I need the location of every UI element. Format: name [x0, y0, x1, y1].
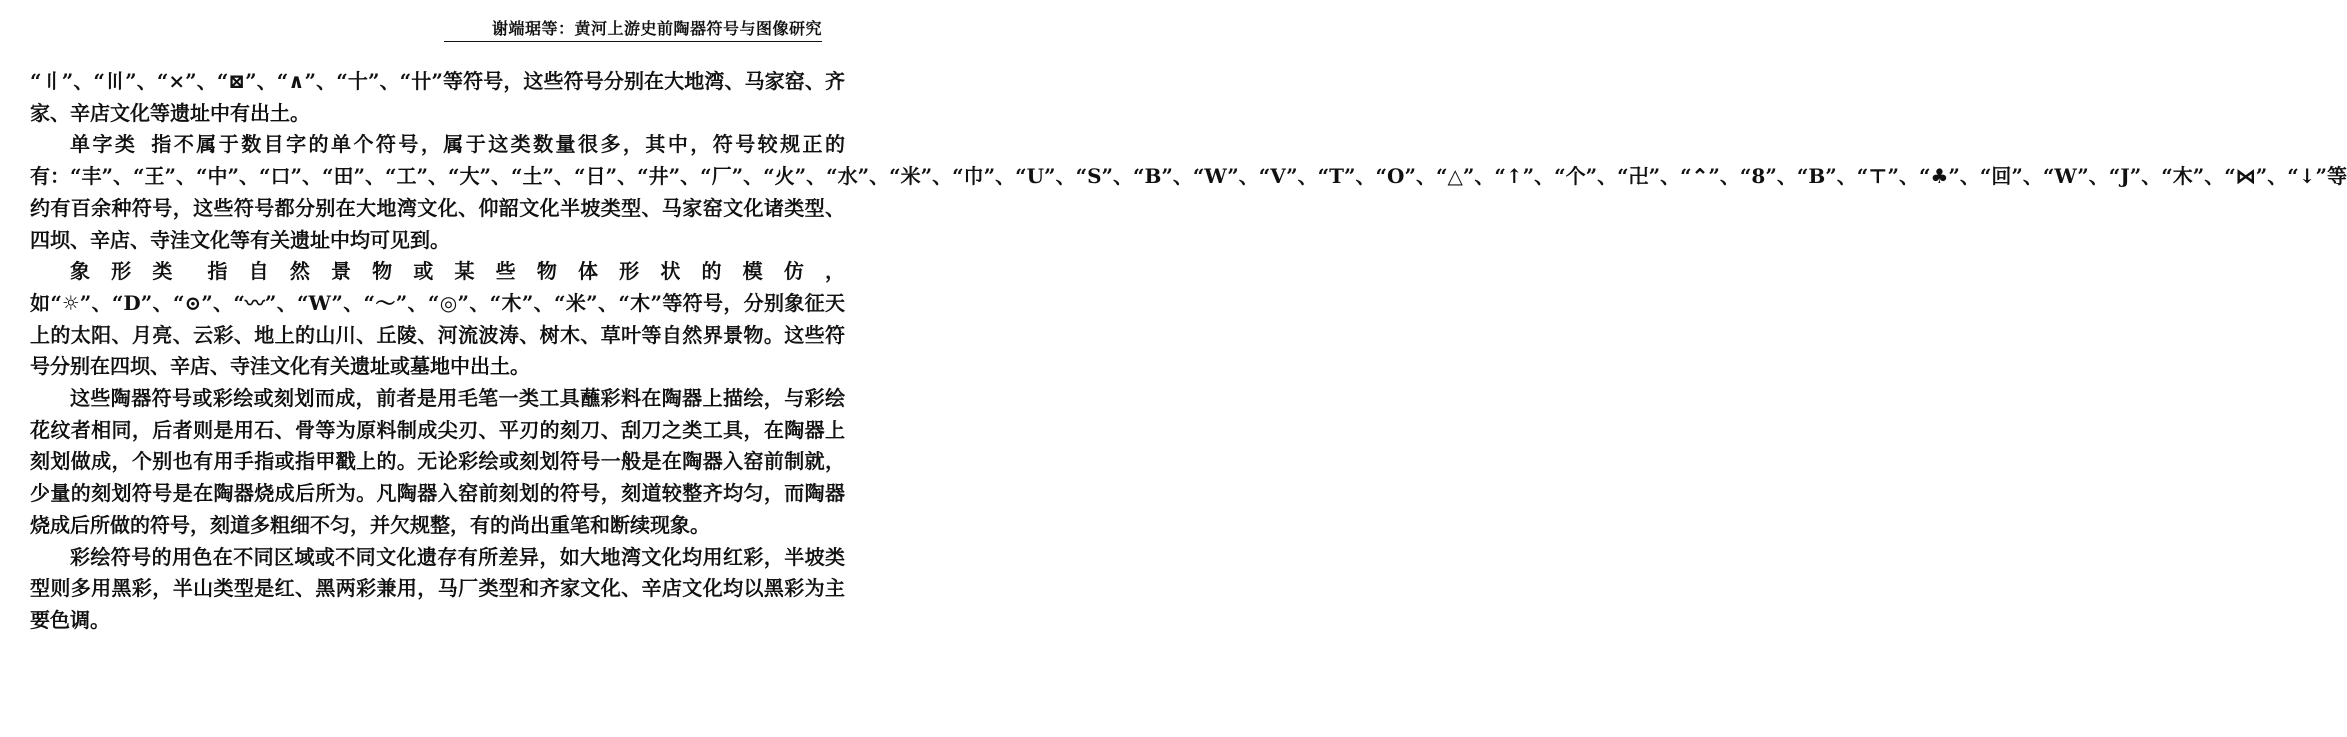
paragraph-single-character-class [30, 129, 2347, 256]
paragraph-text: “〢”、“〣”、“×”、“⊠”、“∧”、“十”、“卄”等符号，这些符号分别在大地湾、马家窑、齐家、辛店文化等遗址中有出土。 [30, 69, 845, 125]
paragraph-text: 这些陶器符号或彩绘或刻划而成，前者是用毛笔一类工具蘸彩料在陶器上描绘，与彩绘花纹者相同，后者则是用石、骨等为原料制成尖刃、平刃的刻刀、刮刀之类工具，在陶器上刻划做成，个别也有用手指或指甲戳上的。无论彩绘或刻划符号一般是在陶器入窑前制就，少量的刻划符号是在陶器烧成后所为。凡陶器入窑前刻划的符号，刻道较整齐均匀，而陶器烧成后所做的符号，刻道多粗细不匀，并欠规整，有的尚出重笔和断续现象。 [30, 386, 845, 537]
paragraph-production-methods [30, 383, 845, 542]
paragraph-lead-term: 单字类 [70, 132, 138, 157]
paragraph-text: 指不属于数目字的单个符号，属于这类数量很多，其中，符号较规正的有：“丰”、“王”、“中”、“口”、“田”、“工”、“大”、“土”、“日”、“井”、“厂”、“火”、“水”、“米”、“巾”、“U”、“S”、“B”、“W”、“V”、“T”、“O”、“△”、“↑”、“个”、“卍”、“⌃”、“8”、“B”、“⊤”、“♣”、“回”、“W”、“J”、“木”、“⋈”、“↓”等约有百余种符号，这些符号都分别在大地湾文化、仰韶文化半坡类型、马家窑文化诸类型、四坝、辛店、寺洼文化等有关遗址中均可见到。 [30, 132, 2347, 252]
paragraph-pictographic-class [30, 256, 845, 383]
running-header: 谢端琚等：黄河上游史前陶器符号与图像研究 [491, 19, 822, 38]
paragraph-lead-term: 象形类 [70, 259, 194, 284]
paragraph-text: 指自然景物或某些物体形状的模仿，如“☼”、“D”、“⊙”、“〰”、“W”、“〜”、“◎”、“⽊”、“⽶”、“⽊”等符号，分别象征天上的太阳、月亮、云彩、地上的山川、丘陵、河流波涛、树木、草叶等自然界景物。这些符号分别在四坝、辛店、寺洼文化有关遗址或墓地中出土。 [30, 259, 845, 379]
paragraph-text: 彩绘符号的用色在不同区域或不同文化遗存有所差异，如大地湾文化均用红彩，半坡类型则多用黑彩，半山类型是红、黑两彩兼用，马厂类型和齐家文化、辛店文化均以黑彩为主要色调。 [30, 544, 845, 632]
paragraph-numeric-symbols-continued [30, 66, 845, 129]
body-text [30, 66, 2347, 637]
paragraph-painted-colors [30, 542, 845, 637]
header-underline [444, 41, 822, 42]
